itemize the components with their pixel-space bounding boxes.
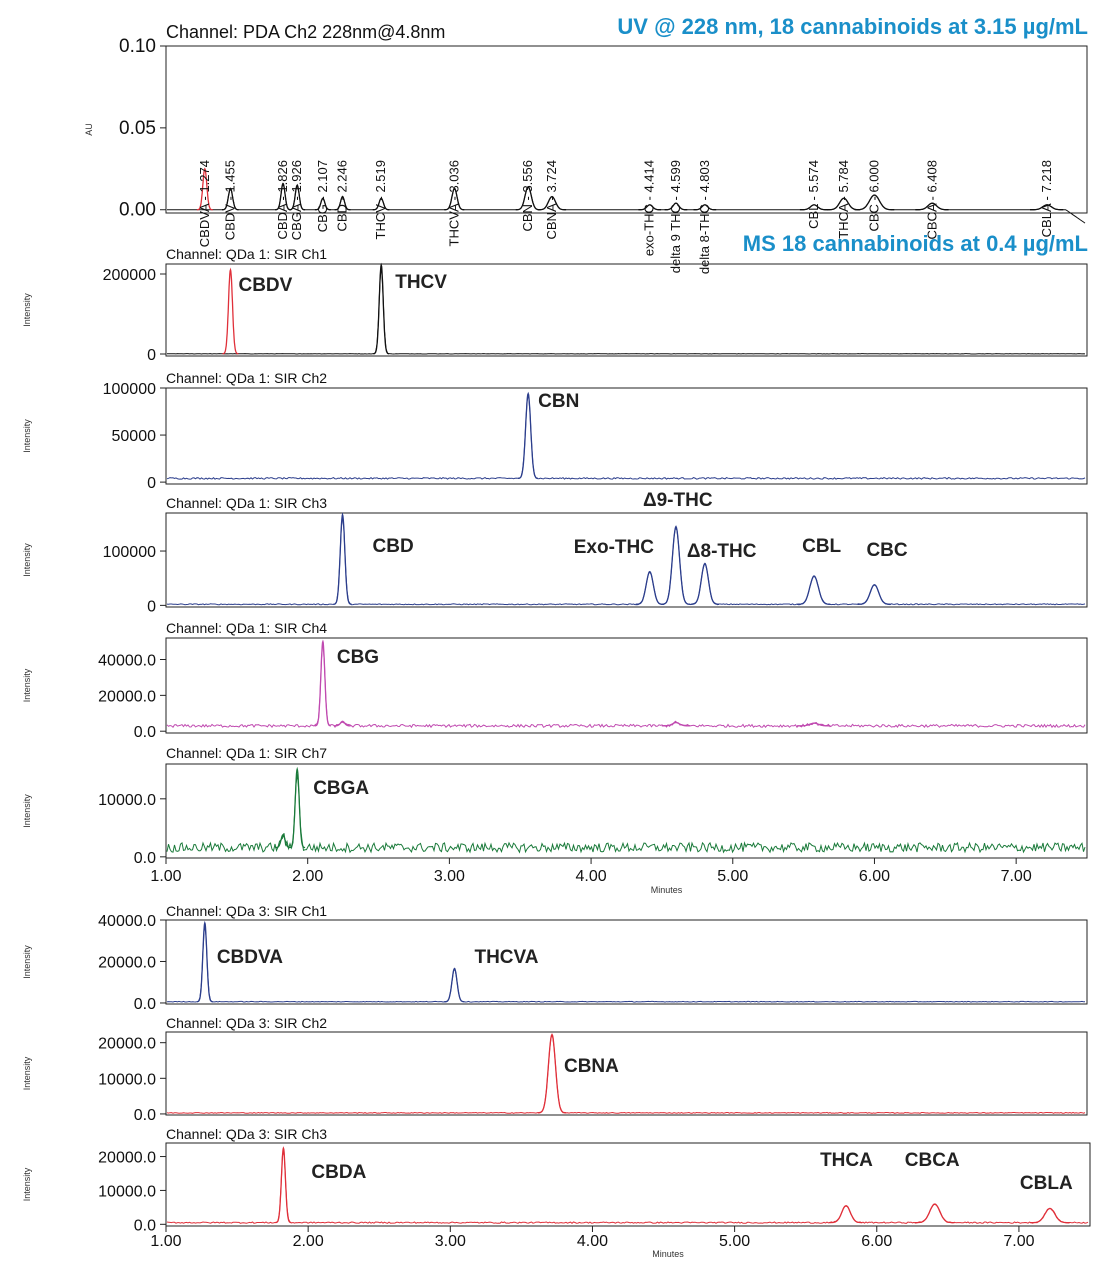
x-tick-label: 5.00 xyxy=(717,868,749,885)
trace-line xyxy=(167,185,1085,224)
chromatogram-panel-3 xyxy=(22,370,1087,492)
peak-label: Δ8-THC xyxy=(686,541,757,562)
y-tick-label: 0.00 xyxy=(119,199,156,221)
x-tick-label: 5.00 xyxy=(719,1233,751,1250)
peak-label: CBDA - 1.826 xyxy=(275,160,290,240)
peak-mark xyxy=(444,969,464,1002)
y-tick-label: 0.0 xyxy=(133,1217,156,1235)
trace-line xyxy=(167,394,1085,479)
x-axis-label: Minutes xyxy=(652,1249,684,1259)
peak-label: CBDV - 1.455 xyxy=(222,160,238,241)
chromatogram-panel-9 xyxy=(22,1126,1090,1259)
channel-title: Channel: QDa 1: SIR Ch1 xyxy=(166,246,328,262)
peak-label: THCV xyxy=(395,272,447,293)
peak-mark xyxy=(662,527,690,605)
peak-label: CBNA - 3.724 xyxy=(544,160,559,240)
y-tick-label: 40000.0 xyxy=(98,913,156,930)
chromatogram-panel-8 xyxy=(22,1015,1087,1124)
peak-label: CBCA xyxy=(904,1150,960,1171)
channel-title: Channel: QDa 1: SIR Ch7 xyxy=(166,745,328,761)
plot-frame xyxy=(166,1032,1087,1115)
peak-mark xyxy=(1030,1208,1070,1222)
x-axis-label: Minutes xyxy=(650,885,683,895)
y-axis-label: Intensity xyxy=(22,945,32,979)
x-tick-label: 1.00 xyxy=(150,868,182,885)
y-tick-label: 20000.0 xyxy=(98,1035,156,1053)
y-tick-label: 20000.0 xyxy=(98,688,156,706)
chromatogram-panel-2 xyxy=(22,246,1087,364)
chromatogram-panel-1 xyxy=(84,22,1087,274)
peak-label: CBN - 3.556 xyxy=(520,160,536,232)
y-tick-label: 10000.0 xyxy=(98,1183,156,1201)
x-tick-label: 6.00 xyxy=(858,868,891,885)
y-axis-label: Intensity xyxy=(22,1167,32,1202)
trace-line xyxy=(167,514,1085,605)
x-tick-label: 2.00 xyxy=(292,1233,324,1250)
peak-label: CBDA xyxy=(311,1162,367,1183)
ms-heading: MS 18 cannabinoids at 0.4 µg/mL xyxy=(742,231,1088,256)
peak-label: CBDVA xyxy=(216,947,283,968)
x-tick-label: 3.00 xyxy=(433,868,465,885)
peak-mark xyxy=(915,1204,955,1223)
channel-title: Channel: QDa 3: SIR Ch1 xyxy=(166,903,328,919)
peak-mark xyxy=(797,576,830,604)
peak-mark xyxy=(829,1206,862,1223)
trace-line xyxy=(167,266,1085,354)
peak-label: delta 9 THC - 4.599 xyxy=(668,160,683,274)
peak-label: CBGA xyxy=(313,778,370,799)
peak-mark xyxy=(223,270,239,354)
y-tick-label: 0.0 xyxy=(133,724,156,742)
peak-mark xyxy=(691,564,719,605)
peak-mark xyxy=(858,585,891,605)
y-axis-label: Intensity xyxy=(22,293,32,327)
trace-line xyxy=(167,924,1085,1002)
plot-frame xyxy=(166,920,1087,1004)
peak-mark xyxy=(334,721,351,726)
channel-title: Channel: QDa 1: SIR Ch4 xyxy=(166,620,328,636)
x-tick-label: 3.00 xyxy=(434,1233,466,1250)
x-tick-label: 4.00 xyxy=(576,1233,609,1250)
peak-label: THCV - 2.519 xyxy=(373,160,389,240)
peak-mark xyxy=(518,394,538,479)
x-tick-label: 1.00 xyxy=(150,1233,182,1250)
y-tick-label: 100000 xyxy=(102,544,156,562)
peak-label: CBDV xyxy=(238,275,293,296)
x-tick-label: 7.00 xyxy=(1000,868,1032,885)
y-tick-label: 10000.0 xyxy=(98,1071,156,1089)
peak-mark xyxy=(315,642,331,726)
peak-mark xyxy=(797,723,830,726)
plot-frame xyxy=(166,513,1087,607)
chromatogram-panel-4 xyxy=(22,490,1087,615)
peak-label: THCA - 5.784 xyxy=(835,160,851,239)
peak-mark xyxy=(197,923,213,1002)
y-tick-label: 0 xyxy=(147,475,156,493)
peak-label: CBC - 6.000 xyxy=(866,160,882,232)
peak-label: CBG xyxy=(336,647,380,668)
peak-label: CBC xyxy=(866,540,908,561)
peak-mark xyxy=(334,515,352,605)
y-tick-label: 0.0 xyxy=(133,995,156,1013)
plot-frame xyxy=(166,764,1087,858)
peak-mark xyxy=(636,572,664,605)
plot-frame xyxy=(166,388,1087,484)
x-tick-label: 7.00 xyxy=(1003,1233,1035,1250)
peak-label: Δ9-THC xyxy=(642,490,713,511)
peak-label: CBNA xyxy=(563,1056,619,1077)
y-axis-label: Intensity xyxy=(22,419,32,453)
peak-label: CBDVA - 1.274 xyxy=(196,160,212,248)
y-tick-label: 0.0 xyxy=(133,849,156,867)
channel-title: Channel: PDA Ch2 228nm@4.8nm xyxy=(166,22,446,42)
peak-label: delta 8-THC - 4.803 xyxy=(696,160,712,275)
peak-label: CBLA - 7.218 xyxy=(1039,160,1054,238)
peak-mark xyxy=(662,723,690,726)
y-tick-label: 0 xyxy=(147,598,156,616)
y-axis-label: AU xyxy=(84,123,94,136)
peak-label: CBL xyxy=(802,536,842,557)
y-tick-label: 10000.0 xyxy=(98,791,156,809)
y-tick-label: 20000.0 xyxy=(98,1149,156,1167)
peak-label: THCVA xyxy=(474,947,539,968)
x-tick-label: 4.00 xyxy=(575,868,607,885)
channel-title: Channel: QDa 1: SIR Ch2 xyxy=(166,370,328,386)
peak-label: CBGA - 1.926 xyxy=(289,160,305,241)
plot-frame xyxy=(166,264,1087,356)
y-tick-label: 50000 xyxy=(111,428,156,446)
peak-mark xyxy=(373,265,389,354)
peak-label: CBLA xyxy=(1019,1173,1073,1194)
peak-label: CBD - 2.246 xyxy=(334,160,350,232)
peak-mark xyxy=(276,1148,292,1223)
y-tick-label: 0.0 xyxy=(133,1106,156,1124)
trace-line xyxy=(167,774,1085,852)
peak-label: Exo-THC xyxy=(573,537,654,558)
peak-label: CBG - 2.107 xyxy=(314,160,330,233)
plot-frame xyxy=(166,638,1087,733)
x-tick-label: 2.00 xyxy=(292,868,324,885)
peak-mark xyxy=(538,1035,566,1113)
peak-label: THCVA - 3.036 xyxy=(446,160,462,247)
peak-label: exo-THC - 4.414 xyxy=(641,160,657,257)
peak-label: CBCA - 6.408 xyxy=(924,160,940,240)
channel-title: Channel: QDa 1: SIR Ch3 xyxy=(166,495,328,511)
peak-label: CBL - 5.574 xyxy=(806,160,822,229)
peak-label: THCA xyxy=(820,1150,873,1171)
y-tick-label: 100000 xyxy=(102,381,156,398)
y-tick-label: 200000 xyxy=(102,267,156,284)
trace-line xyxy=(167,641,1085,728)
y-axis-label: Intensity xyxy=(22,794,32,828)
y-tick-label: 0.10 xyxy=(119,36,156,57)
y-tick-label: 0.05 xyxy=(119,117,156,139)
chromatogram-panel-7 xyxy=(22,903,1087,1013)
channel-title: Channel: QDa 3: SIR Ch3 xyxy=(166,1126,328,1142)
y-axis-label: Intensity xyxy=(22,1056,32,1091)
uv-heading: UV @ 228 nm, 18 cannabinoids at 3.15 µg/mL xyxy=(617,14,1088,39)
chromatogram-panel-6 xyxy=(22,745,1087,895)
y-tick-label: 0 xyxy=(147,347,156,364)
y-tick-label: 40000.0 xyxy=(98,652,156,670)
trace-line xyxy=(167,1036,1085,1114)
channel-title: Channel: QDa 3: SIR Ch2 xyxy=(166,1015,328,1031)
y-axis-label: Intensity xyxy=(22,543,32,577)
chromatogram-panel-5 xyxy=(22,620,1087,741)
x-tick-label: 6.00 xyxy=(861,1233,893,1250)
y-axis-label: Intensity xyxy=(22,668,32,703)
peak-label: CBN xyxy=(538,391,580,412)
y-tick-label: 20000.0 xyxy=(98,954,156,972)
peak-label: CBD xyxy=(372,536,414,557)
peak-mark xyxy=(289,769,305,847)
